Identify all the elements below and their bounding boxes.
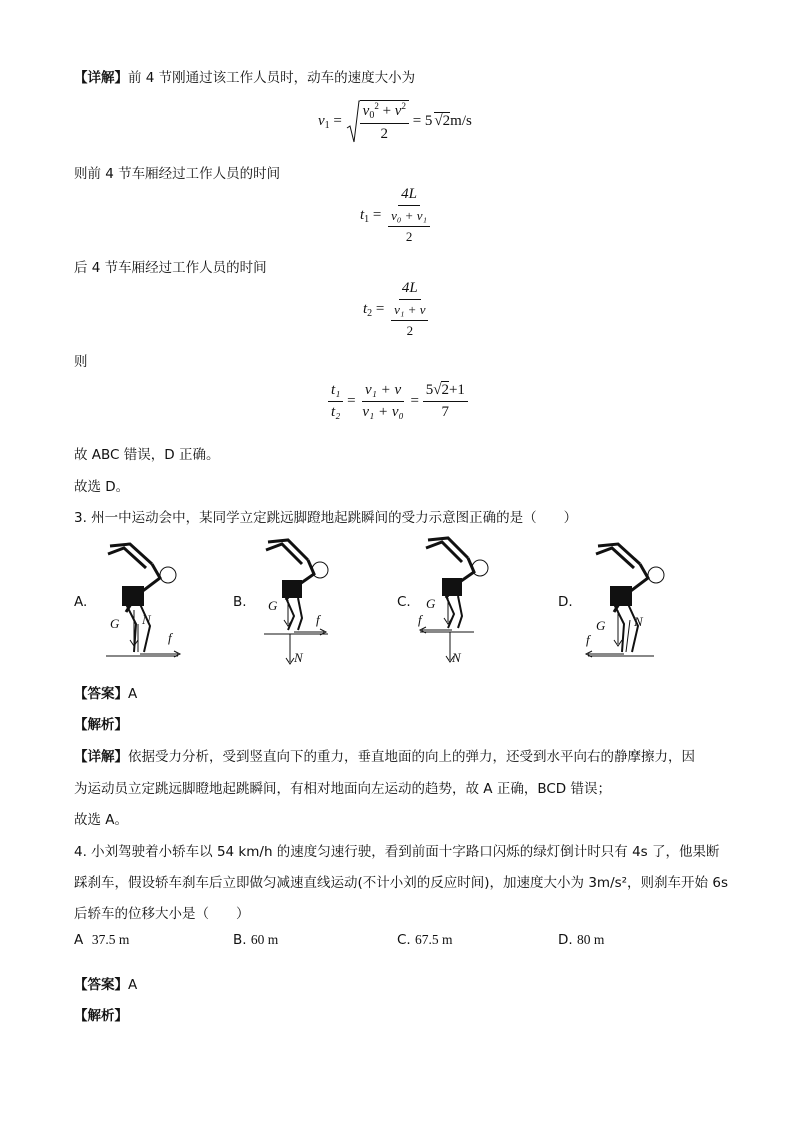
force-label-n: N [634,614,643,629]
q2-choose: 故选 D。 [74,479,130,495]
force-label-f: f [316,612,320,627]
force-label-g: G [268,598,278,613]
sqrt-symbol: $\frac{v_0^2 + v^2}{2}$ [346,100,409,143]
q3-stem: 3. 州一中运动会中，某同学立定跳远脚蹬地起跳瞬间的受力示意图正确的是（ ） [74,510,578,526]
q3-option-d-label[interactable]: D. [558,594,573,610]
q2-line-t2: 后 4 节车厢经过工作人员的时间 [74,260,267,276]
q3-option-b-label[interactable]: B. [233,594,247,610]
force-label-f: f [586,632,590,647]
q4-stem-line3: 后轿车的位移大小是（ ） [74,906,250,922]
force-label-g: G [110,616,120,631]
q3-analysis-heading: 【解析】 [74,717,128,733]
force-label-n: N [294,650,303,665]
q4-option-c[interactable]: C. 67.5 m [397,932,453,948]
formula-t2: $t_2$ = $\frac{4L}{\frac{\text{v₁ + v}}{2}}$ [363,280,431,339]
q4-stem-line2: 踩刹车，假设轿车刹车后立即做匀减速直线运动(不计小刘的反应时间)，加速度大小为 3m/s²，则刹车开始 6s [74,875,728,891]
q2-detail-bracket: 【详解】 [74,70,128,86]
q3-answer: 【答案】A [74,686,138,702]
force-label-f: f [168,630,172,645]
q3-option-c-label[interactable]: C. [397,594,411,610]
formula-t1: $t_1$ = $\frac{4L}{\frac{\text{v₀ + v₁}}{2}}$ [360,186,433,245]
force-label-g: G [596,618,606,633]
q3-option-a-label[interactable]: A. [74,594,88,610]
q4-stem-line1: 4. 小刘驾驶着小轿车以 54 km/h 的速度匀速行驶，看到前面十字路口闪烁的绿灯倒计时只有 4s 了，他果断 [74,844,720,860]
q4-analysis-heading: 【解析】 [74,1008,128,1024]
q2-line-t1: 则前 4 节车厢经过工作人员的时间 [74,166,281,182]
q3-detail-line2: 为运动员立定跳远脚瞪地起跳瞬间，有相对地面向左运动的趋势，故 A 正确，BCD 错误； [74,781,611,797]
athlete-figure-d [584,540,674,665]
formula-ratio: $\frac{\text{t₁}}{\text{t₂}}$ = $\frac{\text{v₁ + v}}{\text{v₁ + v₀}}$ = $\frac{5√2+1}{7}$ [328,382,468,421]
q2-line-then: 则 [74,354,88,370]
q2-detail-text: 前 4 节刚通过该工作人员时，动车的速度大小为 [128,70,416,86]
q2-detail-line [74,66,415,86]
force-label-n: N [452,650,461,665]
force-label-g: G [426,596,436,611]
force-label-f: f [418,612,422,627]
q4-option-a[interactable]: A 37.5 m [74,932,130,948]
athlete-figure-a [96,540,186,665]
force-label-n: N [142,612,151,627]
q2-conclusion: 故 ABC 错误，D 正确。 [74,447,220,463]
q3-choose: 故选 A。 [74,812,129,828]
q4-option-b[interactable]: B. 60 m [233,932,279,948]
q4-answer: 【答案】A [74,977,138,993]
formula-v1: $v_1$ = $\frac{v_0^2 + v^2}{2}$ = 5 √2m/s [318,101,472,142]
q4-option-d[interactable]: D. 80 m [558,932,605,948]
q3-detail-line1: 【详解】依据受力分析，受到竖直向下的重力，垂直地面的向上的弹力，还受到水平向右的静摩擦力，因 [74,749,695,765]
